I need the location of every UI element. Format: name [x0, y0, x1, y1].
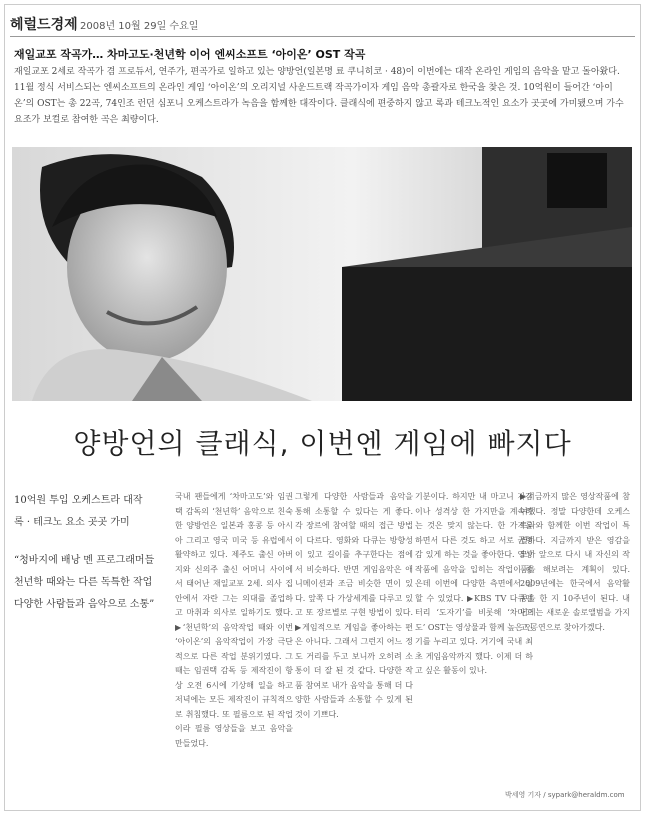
subheadline: 재일교포 작곡가… 차마고도·천년학 이어 엔씨소프트 ‘아이온’ OST 작곡: [14, 48, 366, 61]
pull-quote: [14, 550, 159, 616]
kicker-line: 록 · 테크노 요소 곳곳 가미: [14, 517, 130, 528]
portrait-photo: [12, 147, 632, 401]
pull-quote-line: 천년학 때와는 다른 독특한 작업: [14, 577, 153, 588]
sidebar-column: [14, 490, 159, 616]
lead-paragraph: 재일교포 2세로 작곡가 겸 프로듀서, 연주가, 편곡가로 일하고 있는 양방언(일본명 료 쿠니히코 · 48)이 이번에는 대작 온라인 게임의 음악을 맡고 돌아왔다. 11월 정식 서비스되는 엔씨소프트의 온라인 게임 ‘아이온’의 오리지널 사운드트랙 작곡가이자 게임 음악 총괄자로 한국을 찾은 것. 10억원이 들어간 ‘아이온’의 OST는 총 22곡, 74인조 런던 심포니 오케스트라가 녹음을 함께한 대작이다. 클래식에 편중하지 않고 록과 테크노적인 요소가 곳곳에 가미됐으며 가수 요조가 보컬로 참여한 곡은 최량이다.: [14, 67, 624, 125]
article-column-3: 기분이다. 하지만 내 마고니 가감이나 성격상 한 가지만을 계속하는 것은 맞지 않는다. 한 가지를 하면서 다른 것도 하고 서로 균형감 있게 하는 것을 좋아한다. 영상작품에 음악을 입히는 작업이 좋은데 이번에 다양한 측면에서 일할 수 있었다. ▶KBS TV 다큐멘터리 ‘도자기’를 비롯해 ‘차마고도’ OST는 영상물과 함께 높은 인기를 누리고 있다. 거기에 국내 최초 게임음악까지 했다. 이제 더 하고 싶은 활동이 있나.: [415, 492, 533, 675]
masthead: [10, 10, 635, 37]
portrait-photo-art: [12, 147, 632, 401]
kicker: [14, 490, 159, 534]
article-column-2: 그렇게 다양한 사람들과 음악을 통해 소통할 수 있다는 게 좋다. 각 장르에 참여할 때의 접근 방법이 다르다. 영화와 다큐는 방향성이 있고 길이를 추구한다는 점에서 비슷하다. 반면 게임음악은 애니메이션과 조금 비슷한 면이 있다. 앞쪽 다 가상세계를 다루고 있고 또 장르별로 구현 방법이 있다. ▶게임적으로 게임을 좋아하는 편은 아니다. 그래서 그런지 어느 정도 거리를 두고 보니까 오히려 소통이 더 잘 된 것 같다. 다양한 작품 참여로 내가 음악을 통해 더 다양한 사람들과 소통할 수 있게 된 것이 기쁘다.: [295, 492, 413, 719]
headline: 양방언의 클래식, 이번엔 게임에 빠지다: [73, 427, 572, 460]
byline: 박세영 기자 / sypark@heraldm.com: [505, 791, 625, 799]
issue-date: 2008년 10월 29일 수요일: [80, 21, 199, 32]
kicker-line: 10억원 투입 오케스트라 대작: [14, 495, 143, 506]
pull-quote-line: 다양한 사람들과 음악으로 소통”: [14, 599, 155, 610]
article-column-4: ▶지금까지 많은 영상작품에 참여했다. 정말 다양한데 오케스트라와 함께한 이번 작업이 특별하다. 지금까지 받은 영감을 모아 앞으로 다시 내 자신의 작품을 해보려는 계획이 있다. 2009년에는 한국에서 음악활동을 한 지 10주년이 된다. 내년에는 새로운 솔로앨범을 가지고 공연으로 찾아가겠다.: [520, 492, 630, 632]
article-column-1: 국내 팬들에게 ‘차마고도’와 임권택 감독의 ‘천년학’ 음악으로 친숙한 양방언은 일본과 홍콩 등 아시아 그리고 영국 미국 등 유럽에서 활약하고 있다. 제주도 출신 아버지와 신의주 출신 어머니 사이에서 태어난 재일교포 2세. 의사 집안에서 자란 그는 의대를 졸업하고 마취과 의사로 일하기도 했다. ▶‘천년학’의 음악작업 때와 이번 ‘아이온’의 음악작업이 가장 극단적으로 다른 작업 분위기였다. 그때는 임권택 감독 등 제작진이 항상 오전 6시에 기상해 일을 하고 저녁에는 모든 제작진이 규칙적으로 취침했다. 또 필름으로 된 작업이라 필름 영상들을 보고 음악을 만들었다.: [175, 492, 293, 748]
newspaper-title: 헤럴드경제: [10, 17, 78, 33]
pull-quote-line: “청바지에 배낭 멘 프로그래머들: [14, 555, 155, 566]
